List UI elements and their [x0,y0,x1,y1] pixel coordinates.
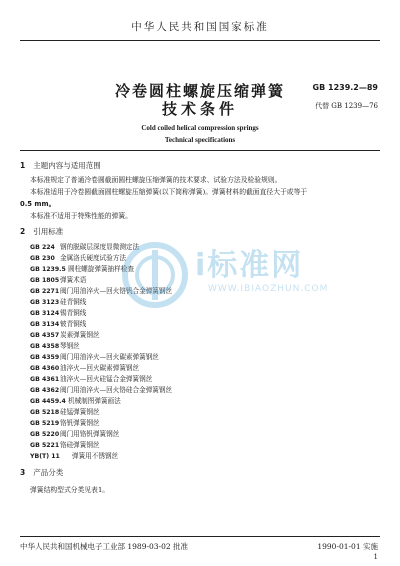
reference-item: GB 1239.5 圆柱螺旋弹簧抽样检查 [30,265,134,273]
watermark-logo-icon [120,240,190,310]
reference-item: GB 4359阀门用油淬火—回火碳素弹簧钢丝 [30,353,159,361]
footer-rule [20,536,380,537]
watermark-url: WWW.IBIAOZHUN.COM [208,284,329,294]
document-title: 冷卷圆柱螺旋压缩弹簧 [114,82,285,100]
replaces-standard: 代替 GB 1239—76 [315,102,378,110]
reference-item: GB 5219铬钒弹簧钢丝 [30,419,100,427]
reference-item: GB 224 钢的脱碳层深度显微测定法 [30,243,140,251]
standard-code: GB 1239.2—89 [312,83,378,92]
reference-item: GB 5221铬硅弹簧钢丝 [30,441,100,449]
watermark [120,240,370,330]
watermark-text: i标准网 [195,248,304,283]
section-3-heading: 3 产品分类 [20,468,64,477]
section-3-paragraph: 弹簧结构型式分类见表1。 [30,486,110,494]
section-1-paragraph: 本标准不适用于特殊性能的弹簧。 [30,212,132,220]
header-rule [20,40,380,41]
section-1-paragraph: 本标准适用于冷卷圆截面圆柱螺旋压缩弹簧(以下简称弹簧)。弹簧材料的截面直径大于或等于 [30,188,308,196]
reference-item: YB(T) 11 弹簧用不锈钢丝 [30,452,119,460]
reference-item: GB 4362阀门用油淬火—回火铬硅合金弹簧钢丝 [30,386,173,394]
section-1-paragraph: 本标准规定了普通冷卷圆截面圆柱螺旋压缩弹簧的技术要求、试验方法及检验规则。 [30,176,282,184]
reference-item: GB 4360油淬火—回火碳素弹簧钢丝 [30,364,140,372]
reference-item: GB 4459.4 机械制图弹簧画法 [30,397,121,405]
section-1-heading: 1 主题内容与适用范围 [20,161,101,170]
reference-item: GB 3123硅青铜线 [30,298,87,306]
approval-statement: 中华人民共和国机械电子工业部 1989-03-02 批准 [20,542,189,551]
reference-item: GB 5220阀门用铬钒弹簧钢丝 [30,430,120,438]
reference-item: GB 4358琴钢丝 [30,342,80,350]
reference-item: GB 3124锡青铜线 [30,309,87,317]
implementation-date: 1990-01-01 实施 [317,542,378,551]
reference-item: GB 1805弹簧术语 [30,276,87,284]
reference-item: GB 230 金属洛氏硬度试验方法 [30,254,126,262]
english-title: Cold coiled helical compression springs [141,124,259,132]
section-1-paragraph: 0.5 mm。 [20,200,56,208]
reference-item: GB 2271阀门用油淬火—回火铬钒合金弹簧钢丝 [30,287,173,295]
section-2-heading: 2 引用标准 [20,227,64,236]
title-rule [20,150,380,151]
document-subtitle: 技术条件 [161,100,238,118]
page-number: 1 [373,553,378,561]
reference-item: GB 3134铍青铜线 [30,320,87,328]
english-subtitle: Technical specifications [164,136,236,144]
reference-item: GB 4357炭素弹簧钢丝 [30,331,100,339]
standard-issuer: 中华人民共和国国家标准 [131,21,269,33]
reference-item: GB 4361油淬火—回火硅锰合金弹簧钢丝 [30,375,153,383]
reference-item: GB 5218硅锰弹簧钢丝 [30,408,100,416]
